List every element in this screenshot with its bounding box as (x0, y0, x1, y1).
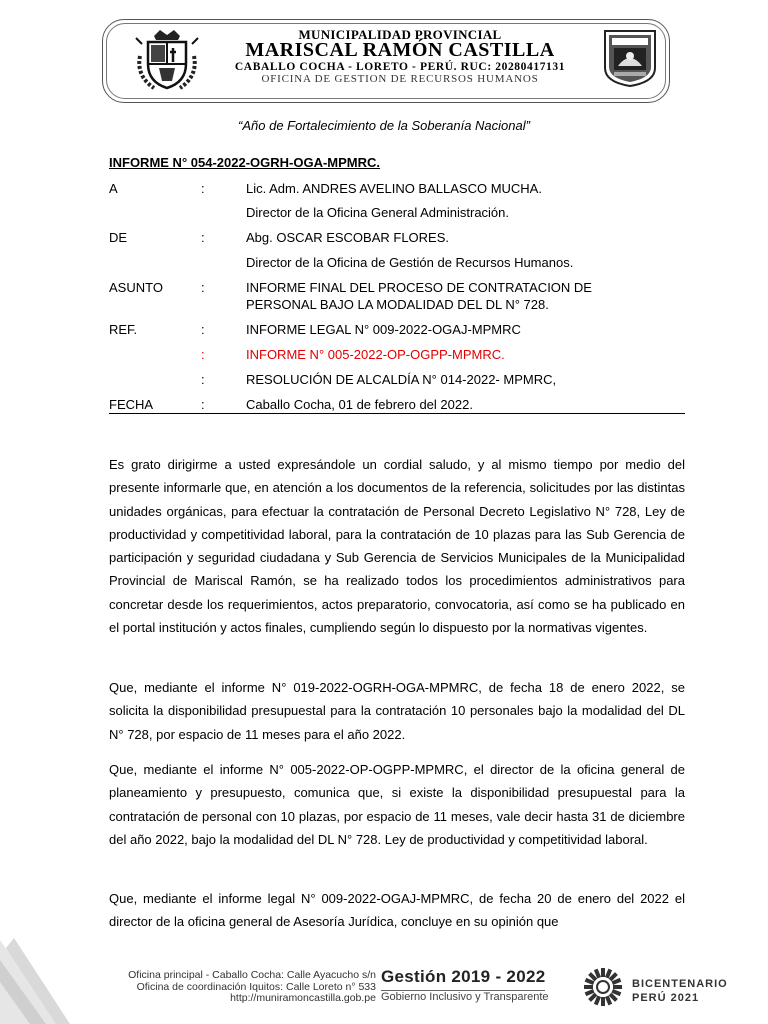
year-motto: “Año de Fortalecimiento de la Soberanía Nacional” (238, 118, 530, 133)
letterhead-office: OFICINA DE GESTION DE RECURSOS HUMANOS (261, 73, 539, 85)
footer-gestion-title: Gestión 2019 - 2022 (381, 967, 546, 986)
letterhead-address-ruc: CABALLO COCHA - LORETO - PERÚ. RUC: 20280417131 (234, 61, 566, 73)
body-paragraph-3: Que, mediante el informe N° 005-2022-OP-OGPP-MPMRC, el director de la oficina general de planeamiento y presupuesto, comunica que, si existe la disponibilidad presupuestal para la contratación de personal con 10 plazas, por espacio de 11 meses, vale decir hasta 31 de diciembre del año 2022, bajo la modalidad del DL N° 728. Ley de productividad y competitividad laboral. (109, 762, 685, 847)
body-paragraph-4: Que, mediante el informe legal N° 009-2022-OGAJ-MPMRC, de fecha 20 de enero del 2022 el director de la oficina general de Asesoría Jurídica, concluye en su opinión que (109, 891, 685, 930)
field-label-date: FECHA (109, 397, 154, 412)
field-value-from-name: Abg. OSCAR ESCOBAR FLORES. (246, 230, 450, 245)
field-label-reference: REF. (109, 322, 138, 337)
footer-gestion-subtitle: Gobierno Inclusivo y Transparente (381, 991, 549, 1003)
peru-coat-of-arms-icon (132, 26, 202, 94)
field-label-from: DE (109, 230, 128, 245)
bicentenario-logo-icon (582, 966, 624, 1008)
field-value-subject-line-1: INFORME FINAL DEL PROCESO DE CONTRATACION DE (246, 280, 592, 295)
footer-main-office: Oficina principal - Caballo Cocha: Calle Ayacucho s/n (128, 969, 376, 981)
footer-addresses (80, 970, 376, 1005)
footer-bicentenario-subtitle: PERÚ 2021 (632, 992, 700, 1004)
field-colon: : (201, 280, 205, 295)
header-divider (109, 413, 685, 414)
field-value-reference-1: INFORME LEGAL N° 009-2022-OGAJ-MPMRC (246, 322, 521, 337)
municipal-crest-icon (602, 28, 658, 88)
field-colon: : (201, 230, 205, 245)
footer-coordination-office: Oficina de coordinación Iquitos: Calle Loreto n° 533 (136, 980, 376, 993)
field-colon: : (201, 347, 205, 362)
body-paragraph-1: Es grato dirigirme a usted expresándole un cordial saludo, y al mismo tiempo por medio del presente informarle que, en atención a los documentos de la referencia, solicitudes por las distintas unidades orgánicas, para efectuar la contratación de Personal Decreto Legislativo N° 728, Ley de productividad y competitividad laboral, para la contratación de 10 plazas para las Sub Gerencia de participación y seguridad ciudadana y Sub Gerencia de Servicios Municipales de la Municipalidad Provincial de Mariscal Ramón, se ha realizado todos los procedimientos administrativos para concretar desde los requerimientos, actos preparatorio, convocatoria, así como se ha publicado en el portal institución y actos finales, cumpliendo según lo dispuesto por la normativas vigentes. (109, 457, 685, 636)
field-label-subject: ASUNTO (109, 280, 163, 295)
field-label-to: A (109, 181, 118, 196)
field-colon: : (201, 322, 205, 337)
footer-website-link[interactable]: http://muniramoncastilla.gob.pe (230, 992, 376, 1004)
report-title: INFORME N° 054-2022-OGRH-OGA-MPMRC. (109, 155, 381, 170)
letterhead-line-1: MUNICIPALIDAD PROVINCIAL (298, 27, 502, 42)
field-colon: : (201, 397, 205, 412)
field-colon: : (201, 372, 205, 387)
letterhead-municipality-name: MARISCAL RAMÓN CASTILLA (245, 39, 555, 61)
field-value-reference-3: RESOLUCIÓN DE ALCALDÍA N° 014-2022- MPMRC, (246, 372, 557, 387)
field-value-date: Caballo Cocha, 01 de febrero del 2022. (246, 397, 473, 412)
field-value-reference-2: INFORME N° 005-2022-OP-OGPP-MPMRC. (246, 347, 505, 362)
field-value-to-name: Lic. Adm. ANDRES AVELINO BALLASCO MUCHA. (246, 181, 542, 196)
field-value-to-position: Director de la Oficina General Administración. (246, 205, 510, 220)
field-value-from-position: Director de la Oficina de Gestión de Recursos Humanos. (246, 255, 574, 270)
field-value-subject-line-2: PERSONAL BAJO LA MODALIDAD DEL DL N° 728. (246, 297, 549, 312)
footer-bicentenario-title: BICENTENARIO (632, 978, 728, 990)
field-colon: : (201, 181, 205, 196)
body-paragraph-2: Que, mediante el informe N° 019-2022-OGRH-OGA-MPMRC, de fecha 18 de enero 2022, se solicita la disponibilidad presupuestal para la contratación 10 personales bajo la modalidad del DL N° 728, por espacio de 11 meses para el año 2022. (109, 680, 685, 742)
